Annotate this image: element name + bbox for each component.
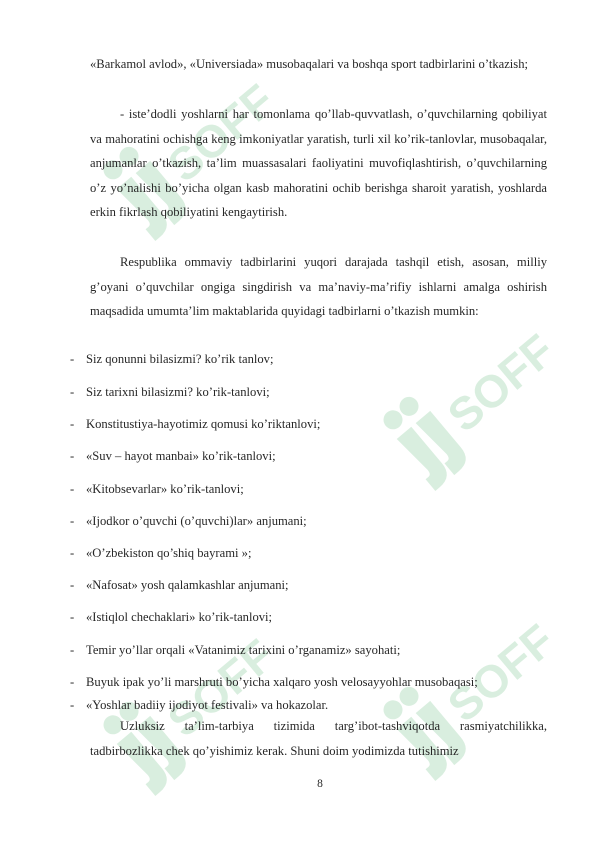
list-item: - «Yoshlar badiiy ijodiyot festivali» va hokazolar.	[70, 698, 329, 712]
list-marker: -	[70, 385, 75, 399]
list-marker: -	[70, 352, 75, 366]
list-item: - «Kitobsevarlar» ko’rik-tanlovi;	[70, 482, 244, 496]
watermark-text: SOFF	[158, 629, 270, 747]
list-item: - Siz tarixni bilasizmi? ko’rik-tanlovi;	[70, 385, 270, 399]
list-marker: -	[70, 578, 75, 592]
list-item: - «Istiqlol chechaklari» ko’rik-tanlovi;	[70, 610, 273, 624]
paragraph-closing: Uzluksiz ta’lim-tarbiya tizimida targ’ibot-tashviqotda rasmiyatchilikka, tadbirbozlikka chek qo’yishimiz kerak. Shuni doim yodimizda tutishimiz	[90, 719, 547, 758]
list-marker: -	[70, 675, 75, 689]
watermark-text: SOFF	[438, 324, 550, 442]
list-item: - Buyuk ipak yo’li marshruti bo’yicha xalqaro yosh velosayyohlar musobaqasi;	[70, 675, 478, 689]
paragraph-talented-youth: - iste’dodli yoshlarni har tomonlama qo’llab-quvvatlash, o’quvchilarning qobiliyat va mahoratini ochishga keng imkoniyatlar yaratish, turli xil ko’rik-tanlovlar, musobaqalar, anjumanlar o’tkazish, ta’lim muassasalari faoliyatini muvofiqlashtirish, o’quvchilarning o’z yo’nalishi bo’yicha olgan kasb mahoratini ochib berishga sharoit yaratish, yoshlarda erkin fikrlash qobiliyatini kengaytirish.	[90, 107, 547, 220]
list-marker: -	[70, 417, 75, 431]
list-marker: -	[70, 514, 75, 528]
list-marker: -	[70, 610, 75, 624]
list-item: - Konstitustiya-hayotimiz qomusi ko’riktanlovi;	[70, 417, 321, 431]
list-item: - «Nafosat» yosh qalamkashlar anjumani;	[70, 578, 289, 592]
soff-logo-icon	[360, 310, 550, 500]
list-item: - «Ijodkor o’quvchi (o’quvchi)lar» anjumani;	[70, 514, 307, 528]
list-marker: -	[70, 449, 75, 463]
page-number: 8	[317, 778, 323, 790]
list-marker: -	[70, 643, 75, 657]
watermark-text: SOFF	[438, 614, 550, 732]
watermark-text: SOFF	[158, 74, 270, 192]
list-marker: -	[70, 698, 75, 712]
list-item: - Temir yo’llar orqali «Vatanimiz tarixini o’rganamiz» sayohati;	[70, 643, 401, 657]
list-marker: -	[70, 482, 75, 496]
paragraph-sport-events: «Barkamol avlod», «Universiada» musobaqalari va boshqa sport tadbirlarini o’tkazish;	[90, 57, 528, 71]
list-item: - «O’zbekiston qo’shiq bayrami »;	[70, 546, 252, 560]
list-item: - Siz qonunni bilasizmi? ko’rik tanlov;	[70, 352, 274, 366]
list-item: - «Suv – hayot manbai» ko’rik-tanlovi;	[70, 449, 276, 463]
list-marker: -	[70, 546, 75, 560]
soff-watermark	[360, 310, 550, 500]
paragraph-republic-events: Respublika ommaviy tadbirlarini yuqori darajada tashqil etish, asosan, milliy g’oyani o’quvchilar ongiga singdirish va ma’naviy-ma’rifiy ishlarni amalga oshirish maqsadida umumta’lim maktablarida quyidagi tadbirlarni o’tkazish mumkin:	[90, 255, 547, 319]
